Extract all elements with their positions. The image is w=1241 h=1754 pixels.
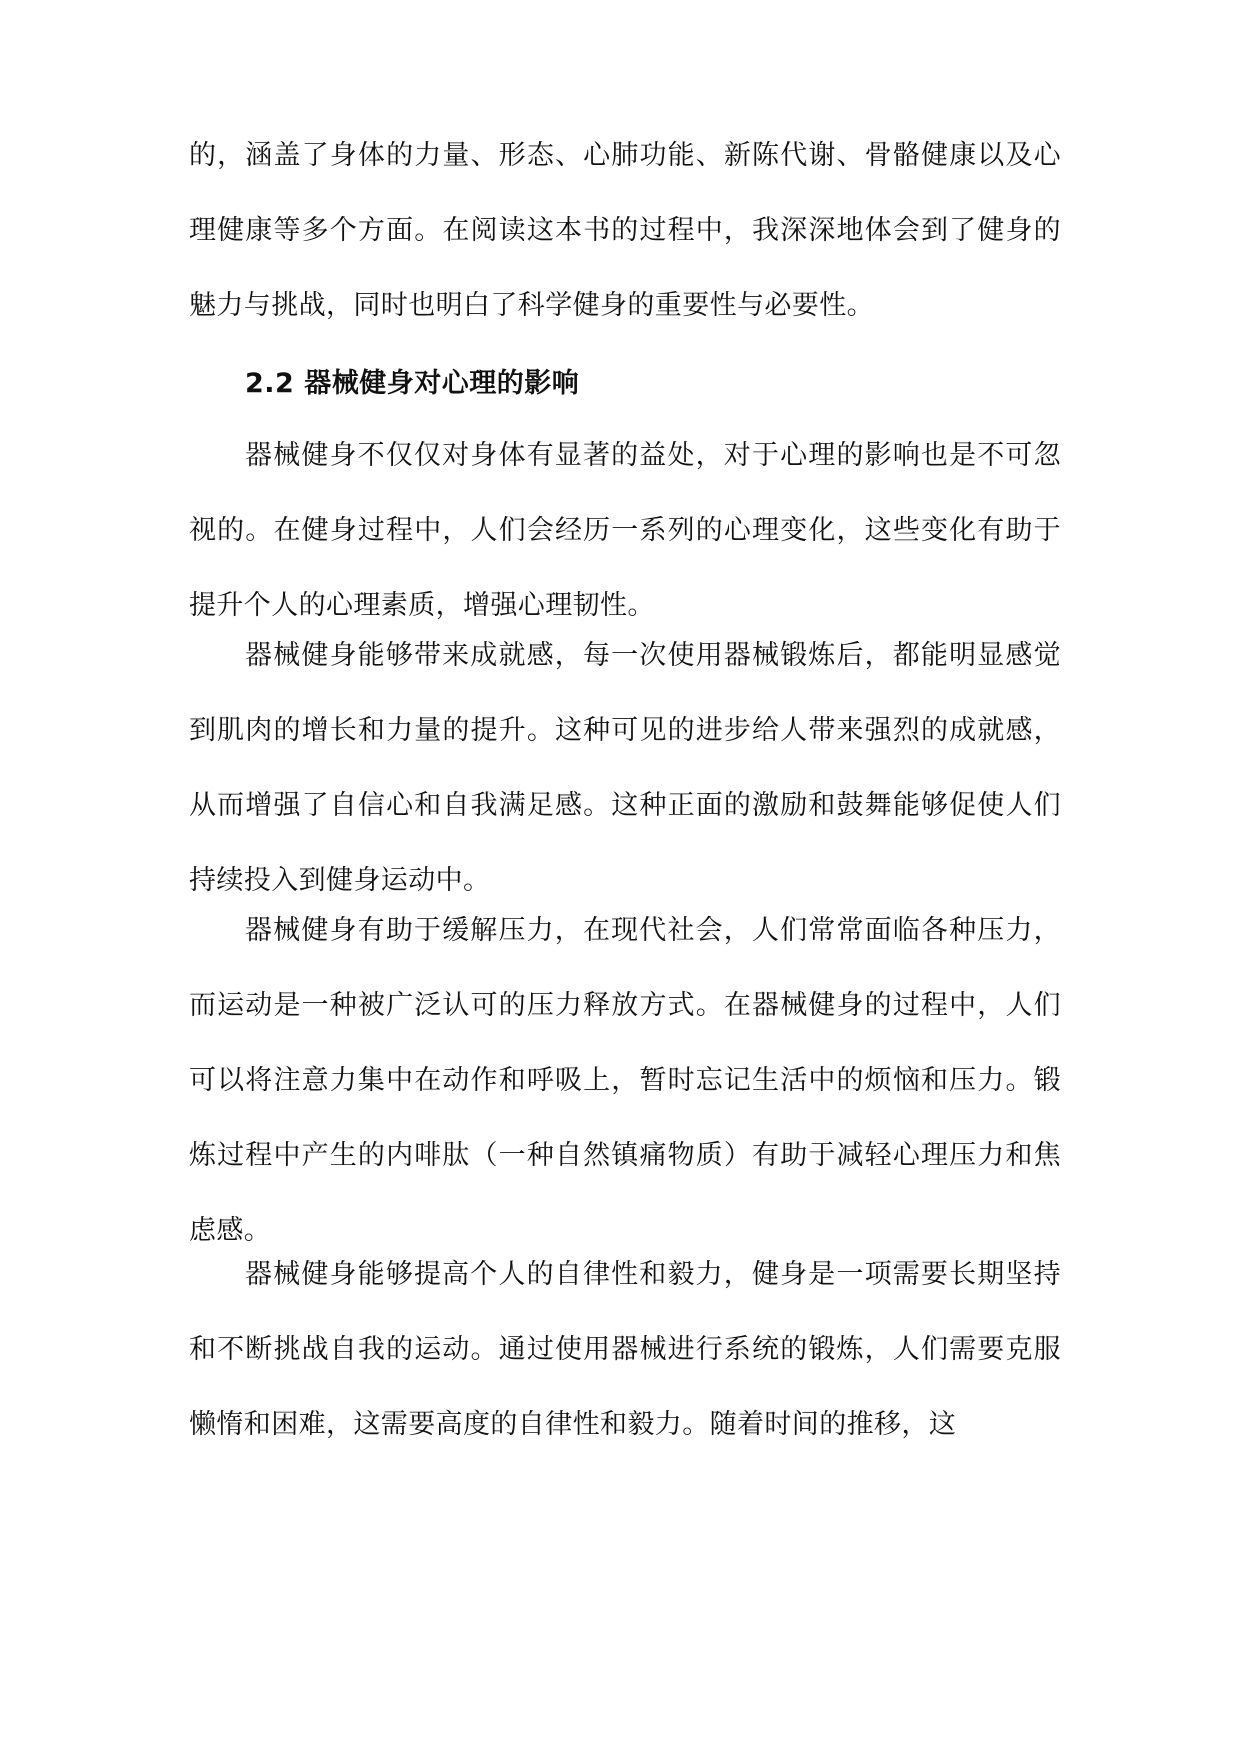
continued-paragraph: 的，涵盖了身体的力量、形态、心肺功能、新陈代谢、骨骼健康以及心理健康等多个方面。在阅读这本书的过程中，我深深地体会到了健身的魅力与挑战，同时也明白了科学健身的重要性与必要性。 — [189, 140, 1061, 321]
body-paragraph-4: 器械健身能够提高个人的自律性和毅力，健身是一项需要长期坚持和不断挑战自我的运动。通过使用器械进行系统的锻炼，人们需要克服懒惰和困难，这需要高度的自律性和毅力。随着时间的推移，这 — [189, 1259, 1061, 1440]
body-paragraph-3: 器械健身有助于缓解压力，在现代社会，人们常常面临各种压力，而运动是一种被广泛认可的压力释放方式。在器械健身的过程中，人们可以将注意力集中在动作和呼吸上，暂时忘记生活中的烦恼和压力。锻炼过程中产生的内啡肽（一种自然镇痛物质）有助于减轻心理压力和焦虑感。 — [189, 915, 1061, 1246]
body-paragraph-2: 器械健身能够带来成就感，每一次使用器械锻炼后，都能明显感觉到肌肉的增长和力量的提升。这种可见的进步给人带来强烈的成就感，从而增强了自信心和自我满足感。这种正面的激励和鼓舞能够促使人们持续投入到健身运动中。 — [189, 640, 1061, 896]
section-heading: 2.2 器械健身对心理的影响 — [245, 368, 580, 399]
body-paragraph-1: 器械健身不仅仅对身体有显著的益处，对于心理的影响也是不可忽视的。在健身过程中，人们会经历一系列的心理变化，这些变化有助于提升个人的心理素质，增强心理韧性。 — [189, 440, 1061, 621]
